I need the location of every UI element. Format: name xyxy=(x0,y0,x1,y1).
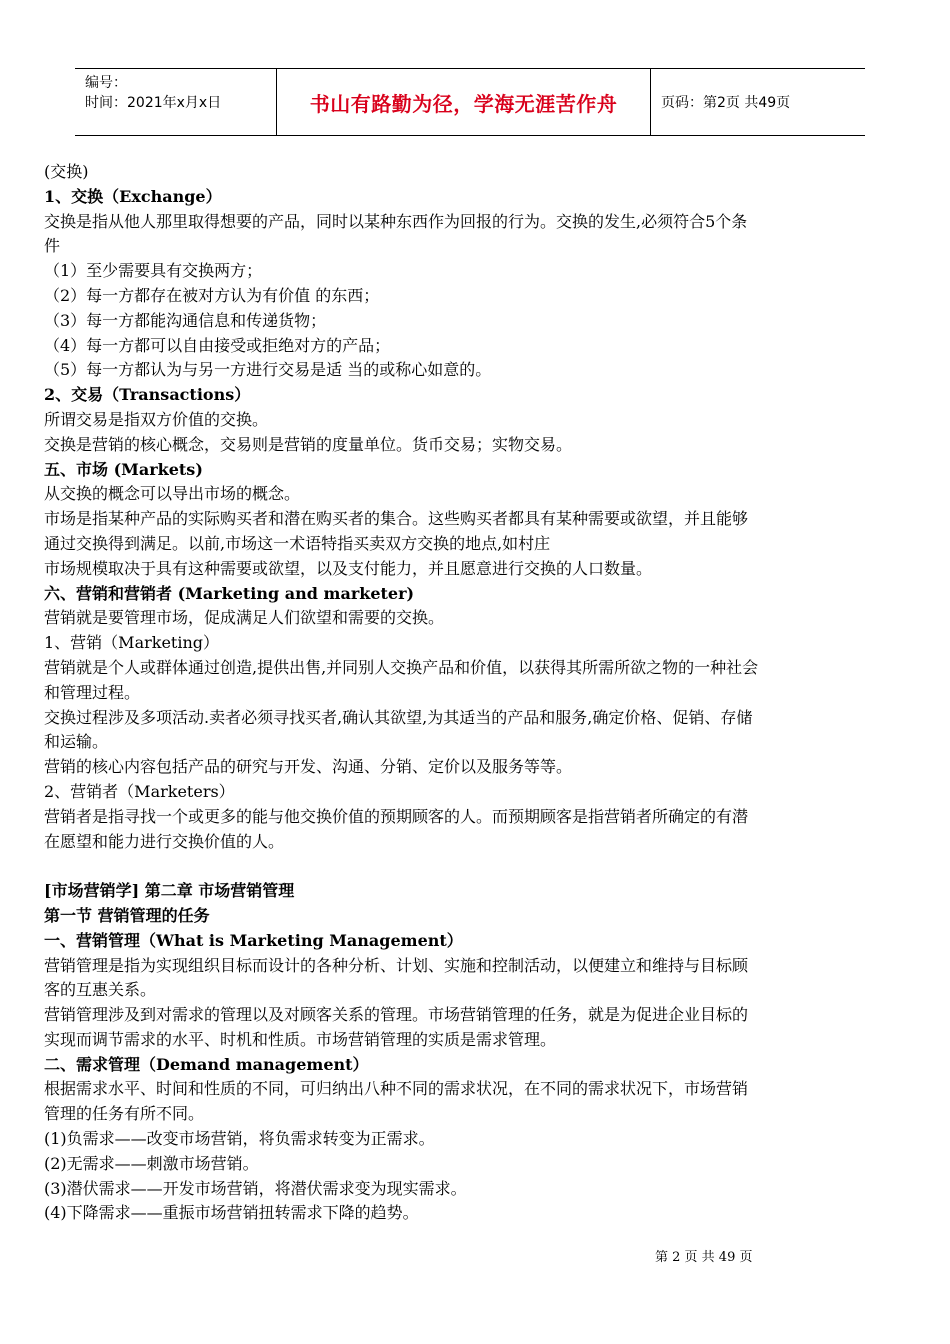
text-line: （3）每一方都能沟通信息和传递货物； xyxy=(44,310,327,330)
time-label: 时间：2021年x月x日 xyxy=(85,95,222,111)
page-footer: 第 2 页 共 49 页 xyxy=(655,1250,753,1265)
text-line: 营销就是个人或群体通过创造,提供出售,并同别人交换产品和价值，以获得其所需所欲之物的一种社会 xyxy=(44,657,759,677)
text-line: （1）至少需要具有交换两方； xyxy=(44,261,263,281)
section-heading: 第一节 营销管理的任务 xyxy=(44,905,210,925)
section-heading: 一、营销管理（What is Marketing Management） xyxy=(44,930,463,950)
text-line: 市场规模取决于具有这种需要或欲望，以及支付能力，并且愿意进行交换的人口数量。 xyxy=(44,558,653,578)
text-line: 所谓交易是指双方价值的交换。 xyxy=(44,409,269,429)
text-line: 根据需求水平、时间和性质的不同，可归纳出八种不同的需求状况，在不同的需求状况下，市场营销 xyxy=(44,1079,749,1099)
text-line: (交换) xyxy=(44,162,89,181)
text-line: (1)负需求——改变市场营销，将负需求转变为正需求。 xyxy=(44,1129,435,1149)
section-heading: 五、市场 (Markets) xyxy=(44,459,203,479)
text-line: 交换是指从他人那里取得想要的产品，同时以某种东西作为回报的行为。交换的发生,必须符合5个条 xyxy=(44,211,748,231)
header-page-code: 页码：第2页 共49页 xyxy=(661,95,791,111)
section-heading: 2、交易（Transactions） xyxy=(44,385,251,405)
text-line xyxy=(44,854,902,879)
text-line: 市场是指某种产品的实际购买者和潜在购买者的集合。这些购买者都具有某种需要或欲望，并且能够 xyxy=(44,509,749,529)
number-label: 编号： xyxy=(85,75,127,91)
text-line: 和管理过程。 xyxy=(44,682,141,702)
text-line: （2）每一方都存在被对方认为有价值 的东西； xyxy=(44,285,380,305)
text-line: 营销管理涉及到对需求的管理以及对顾客关系的管理。市场营销管理的任务，就是为促进企业目标的 xyxy=(44,1005,749,1025)
section-heading: 六、营销和营销者 (Marketing and marketer) xyxy=(44,583,415,603)
section-heading: 1、交换（Exchange） xyxy=(44,186,222,206)
text-line: （4）每一方都可以自由接受或拒绝对方的产品； xyxy=(44,335,391,355)
text-line: 和运输。 xyxy=(44,732,109,752)
text-line: 2、营销者（Marketers） xyxy=(44,781,235,801)
header-meta xyxy=(75,69,277,135)
text-line: 营销就是要管理市场，促成满足人们欲望和需要的交换。 xyxy=(44,608,445,628)
page-header xyxy=(75,68,865,136)
text-line: 在愿望和能力进行交换价值的人。 xyxy=(44,831,285,851)
text-line: 1、营销（Marketing） xyxy=(44,633,220,653)
text-line: 从交换的概念可以导出市场的概念。 xyxy=(44,484,301,504)
text-line: 营销者是指寻找一个或更多的能与他交换价值的预期顾客的人。而预期顾客是指营销者所确定的有潜 xyxy=(44,806,749,826)
section-heading: [市场营销学] 第二章 市场营销管理 xyxy=(44,881,295,901)
text-line: 交换过程涉及多项活动.卖者必须寻找买者,确认其欲望,为其适当的产品和服务,确定价格、促销、存储 xyxy=(44,707,753,727)
text-line: （5）每一方都认为与另一方进行交易是适 当的或称心如意的。 xyxy=(44,360,492,380)
text-line: 实现而调节需求的水平、时机和性质。市场营销管理的实质是需求管理。 xyxy=(44,1029,557,1049)
text-line: 客的互惠关系。 xyxy=(44,980,157,1000)
text-line: (2)无需求——刺激市场营销。 xyxy=(44,1153,259,1173)
text-line: 管理的任务有所不同。 xyxy=(44,1104,205,1124)
text-line: 营销的核心内容包括产品的研究与开发、沟通、分销、定价以及服务等等。 xyxy=(44,757,573,777)
document-body xyxy=(44,160,902,1226)
text-line: (4)下降需求——重振市场营销扭转需求下降的趋势。 xyxy=(44,1203,419,1223)
text-line: 通过交换得到满足。以前,市场这一术语特指买卖双方交换的地点,如村庄 xyxy=(44,533,551,553)
header-motto: 书山有路勤为径，学海无涯苦作舟 xyxy=(277,69,651,135)
text-line: 件 xyxy=(44,236,61,256)
text-line: 交换是营销的核心概念，交易则是营销的度量单位。货币交易；实物交易。 xyxy=(44,434,573,454)
section-heading: 二、需求管理（Demand management） xyxy=(44,1054,369,1074)
text-line: 营销管理是指为实现组织目标而设计的各种分析、计划、实施和控制活动，以便建立和维持与目标顾 xyxy=(44,955,749,975)
text-line: (3)潜伏需求——开发市场营销，将潜伏需求变为现实需求。 xyxy=(44,1178,467,1198)
